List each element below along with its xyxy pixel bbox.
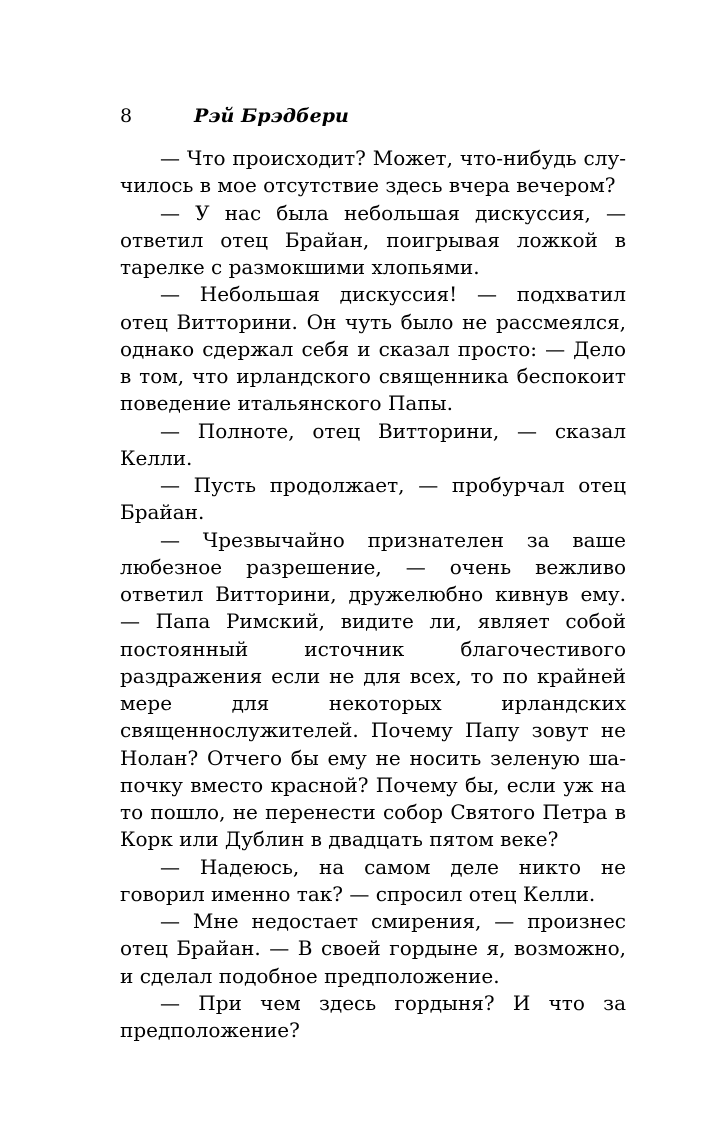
paragraph: — У нас была небольшая дискуссия, — ответил отец Брайан, поигрывая ложкой в тарелке с размокшими хлопьями. xyxy=(120,200,626,279)
paragraph: — Пусть продолжает, — пробурчал отец Брайан. xyxy=(120,473,626,525)
paragraph: — Надеюсь, на самом деле никто не говорил именно так? — спросил отец Келли. xyxy=(120,854,626,906)
paragraph: — При чем здесь гордыня? И что за предположение? xyxy=(120,990,626,1042)
running-head-author: Рэй Брэдбери xyxy=(194,105,349,127)
paragraph: — Мне недостает смирения, — произнес отец Брайан. — В своей гордыне я, возможно, и сделал подобное предположение. xyxy=(120,909,626,988)
paragraph: — Чрезвычайно признателен за ваше любезное разрешение, — очень вежливо ответил Витторини, дружелюбно кивнув ему. — Папа Римский, видите ли, являет собой постоянный источник благочестивого раздражения если не для всех, то по крайней мере для некоторых ирландских священнослужителей. Почему Папу зовут не Нолан? Отчего бы ему не носить зеленую шапочку вместо красной? Почему бы, если уж на то пошло, не перенести собор Святого Петра в Корк или Дублин в двадцать пятом веке? xyxy=(120,527,626,852)
paragraph: — Полноте, отец Витторини, — сказал Келли. xyxy=(120,418,626,470)
paragraph: — Небольшая дискуссия! — подхватил отец Витторини. Он чуть было не рассмеялся, однако сдержал себя и сказал просто: — Дело в том, что ирландского священника беспокоит поведение итальянского Папы. xyxy=(120,282,626,416)
page-number: 8 xyxy=(120,105,133,127)
body-text xyxy=(120,145,626,1044)
running-head xyxy=(120,102,626,130)
paragraph: — Что происходит? Может, что-нибудь случилось в мое отсутствие здесь вчера вечером? xyxy=(120,146,626,198)
